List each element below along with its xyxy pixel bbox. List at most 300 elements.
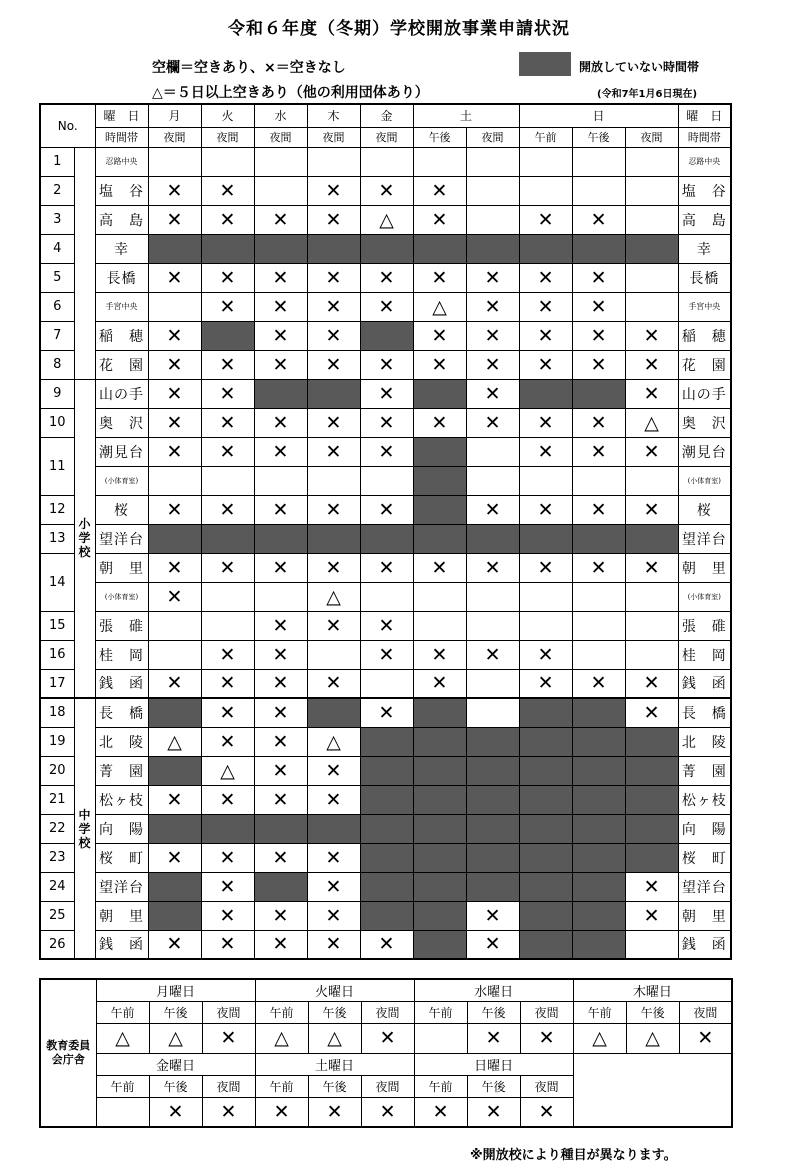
edu-day-header: 日曜日 bbox=[414, 1053, 573, 1075]
slot-cell-closed bbox=[413, 698, 466, 727]
slot-cell: ✕ bbox=[413, 640, 466, 669]
school-name-right: 菁 園 bbox=[678, 756, 731, 785]
edu-slot-cell: ✕ bbox=[255, 1097, 308, 1127]
school-name: 塩 谷 bbox=[95, 176, 148, 205]
slot-cell-closed bbox=[148, 872, 201, 901]
slot-cell bbox=[572, 147, 625, 176]
school-no: 6 bbox=[40, 292, 74, 321]
slot-cell: ✕ bbox=[360, 698, 413, 727]
slot-cell: ✕ bbox=[466, 379, 519, 408]
edu-slot-cell: △ bbox=[308, 1023, 361, 1053]
slot-label: 時間帯 bbox=[95, 127, 148, 147]
as-of-date: (令和7年1月6日現在) bbox=[597, 89, 698, 100]
slot-cell-closed bbox=[519, 756, 572, 785]
legend-closed-label: 開放していない時間帯 bbox=[579, 60, 700, 74]
school-name-right: 桂 岡 bbox=[678, 640, 731, 669]
slot-cell: ✕ bbox=[201, 176, 254, 205]
slot-header: 午後 bbox=[572, 127, 625, 147]
slot-cell: ✕ bbox=[148, 669, 201, 698]
slot-cell: ✕ bbox=[572, 408, 625, 437]
slot-cell: ✕ bbox=[466, 321, 519, 350]
slot-cell bbox=[625, 466, 678, 495]
slot-cell-closed bbox=[307, 379, 360, 408]
slot-cell-closed bbox=[148, 524, 201, 553]
slot-cell: △ bbox=[307, 582, 360, 611]
slot-cell-closed bbox=[413, 843, 466, 872]
sub-facility-name: (小体育室) bbox=[95, 582, 148, 611]
school-row bbox=[40, 176, 731, 205]
slot-cell-closed bbox=[148, 814, 201, 843]
slot-cell: ✕ bbox=[360, 495, 413, 524]
slot-cell: ✕ bbox=[466, 408, 519, 437]
school-name-right: 奥 沢 bbox=[678, 408, 731, 437]
school-name: 北 陵 bbox=[95, 727, 148, 756]
edu-slot-cell: ✕ bbox=[361, 1097, 414, 1127]
slot-cell bbox=[360, 466, 413, 495]
school-name-right: 桜 bbox=[678, 495, 731, 524]
slot-cell: ✕ bbox=[466, 930, 519, 959]
school-row bbox=[40, 147, 731, 176]
school-no: 5 bbox=[40, 263, 74, 292]
slot-cell: ✕ bbox=[148, 930, 201, 959]
edu-blank bbox=[573, 1053, 732, 1127]
slot-cell-closed bbox=[413, 524, 466, 553]
school-name-right: 高 島 bbox=[678, 205, 731, 234]
school-name: 菁 園 bbox=[95, 756, 148, 785]
school-name-right: 松ヶ枝 bbox=[678, 785, 731, 814]
sub-facility-name-right: (小体育室) bbox=[678, 582, 731, 611]
slot-cell bbox=[572, 176, 625, 205]
slot-cell-closed bbox=[413, 785, 466, 814]
school-row bbox=[40, 321, 731, 350]
slot-cell: ✕ bbox=[413, 350, 466, 379]
slot-cell bbox=[519, 611, 572, 640]
slot-cell: ✕ bbox=[254, 321, 307, 350]
slot-cell bbox=[307, 466, 360, 495]
slot-cell-closed bbox=[519, 843, 572, 872]
slot-cell: ✕ bbox=[466, 263, 519, 292]
edu-slot-header: 午前 bbox=[255, 1001, 308, 1023]
slot-cell: ✕ bbox=[625, 901, 678, 930]
slot-cell: ✕ bbox=[307, 785, 360, 814]
slot-cell: ✕ bbox=[201, 437, 254, 466]
school-name-right: 潮見台 bbox=[678, 437, 731, 466]
school-row bbox=[40, 205, 731, 234]
slot-cell: ✕ bbox=[201, 698, 254, 727]
slot-cell bbox=[466, 176, 519, 205]
slot-cell-closed bbox=[625, 234, 678, 263]
slot-cell bbox=[360, 669, 413, 698]
day-header: 水 bbox=[254, 104, 307, 127]
slot-cell: ✕ bbox=[360, 611, 413, 640]
slot-cell-closed bbox=[572, 524, 625, 553]
school-no: 12 bbox=[40, 495, 74, 524]
school-no: 24 bbox=[40, 872, 74, 901]
slot-cell: ✕ bbox=[360, 437, 413, 466]
slot-cell: ✕ bbox=[519, 640, 572, 669]
school-row bbox=[40, 872, 731, 901]
school-row bbox=[40, 930, 731, 959]
slot-cell bbox=[625, 205, 678, 234]
school-row bbox=[40, 495, 731, 524]
slot-cell: ✕ bbox=[254, 553, 307, 582]
slot-cell: ✕ bbox=[413, 669, 466, 698]
slot-cell-closed bbox=[519, 234, 572, 263]
slot-cell-closed bbox=[466, 785, 519, 814]
slot-cell: ✕ bbox=[148, 205, 201, 234]
edu-day-header: 火曜日 bbox=[255, 979, 414, 1001]
slot-cell: ✕ bbox=[572, 669, 625, 698]
slot-cell-closed bbox=[360, 901, 413, 930]
slot-cell: ✕ bbox=[148, 582, 201, 611]
slot-cell: ✕ bbox=[201, 640, 254, 669]
slot-cell: ✕ bbox=[307, 263, 360, 292]
slot-cell bbox=[466, 147, 519, 176]
school-row bbox=[40, 263, 731, 292]
edu-slot-cell: ✕ bbox=[361, 1023, 414, 1053]
school-name: 長橋 bbox=[95, 263, 148, 292]
slot-cell: ✕ bbox=[307, 205, 360, 234]
slot-cell: ✕ bbox=[413, 408, 466, 437]
edu-slot-cell: ✕ bbox=[467, 1097, 520, 1127]
school-name-right: 桜 町 bbox=[678, 843, 731, 872]
slot-cell: ✕ bbox=[201, 379, 254, 408]
slot-cell: ✕ bbox=[148, 553, 201, 582]
slot-cell: ✕ bbox=[201, 669, 254, 698]
school-row bbox=[40, 408, 731, 437]
slot-cell-closed bbox=[519, 524, 572, 553]
school-name-right: 手宮中央 bbox=[678, 292, 731, 321]
slot-cell: ✕ bbox=[466, 350, 519, 379]
edu-slot-cell: △ bbox=[573, 1023, 626, 1053]
school-row bbox=[40, 669, 731, 698]
footnote: ※開放校により種目が異なります。 bbox=[470, 1148, 677, 1163]
school-no: 19 bbox=[40, 727, 74, 756]
slot-cell bbox=[625, 263, 678, 292]
legend-blank-x: 空欄＝空きあり、×＝空きなし bbox=[152, 60, 346, 76]
slot-cell-closed bbox=[625, 814, 678, 843]
school-no: 23 bbox=[40, 843, 74, 872]
slot-cell: ✕ bbox=[625, 553, 678, 582]
slot-cell: ✕ bbox=[201, 263, 254, 292]
slot-cell-closed bbox=[148, 234, 201, 263]
slot-cell bbox=[519, 176, 572, 205]
slot-cell-closed bbox=[466, 727, 519, 756]
slot-cell bbox=[413, 147, 466, 176]
school-name-right: 朝 里 bbox=[678, 901, 731, 930]
slot-cell: ✕ bbox=[519, 553, 572, 582]
slot-cell: ✕ bbox=[148, 437, 201, 466]
slot-cell: ✕ bbox=[201, 872, 254, 901]
slot-cell: ✕ bbox=[148, 408, 201, 437]
slot-cell-closed bbox=[254, 814, 307, 843]
school-no: 21 bbox=[40, 785, 74, 814]
slot-cell bbox=[466, 437, 519, 466]
slot-cell bbox=[466, 205, 519, 234]
slot-cell: ✕ bbox=[254, 611, 307, 640]
school-name: 高 島 bbox=[95, 205, 148, 234]
edu-slot-header: 午前 bbox=[414, 1075, 467, 1097]
slot-cell: ✕ bbox=[307, 930, 360, 959]
slot-cell-closed bbox=[466, 234, 519, 263]
school-name-right: 花 園 bbox=[678, 350, 731, 379]
slot-cell-closed bbox=[360, 785, 413, 814]
slot-cell: ✕ bbox=[625, 669, 678, 698]
edu-slot-header: 午後 bbox=[149, 1075, 202, 1097]
slot-cell bbox=[201, 611, 254, 640]
slot-cell: ✕ bbox=[254, 756, 307, 785]
edu-slot-cell: ✕ bbox=[467, 1023, 520, 1053]
slot-cell: ✕ bbox=[625, 321, 678, 350]
slot-cell bbox=[519, 147, 572, 176]
slot-cell: ✕ bbox=[519, 205, 572, 234]
slot-cell: ✕ bbox=[307, 756, 360, 785]
slot-cell-closed bbox=[572, 785, 625, 814]
school-no: 26 bbox=[40, 930, 74, 959]
edu-slot-header: 夜間 bbox=[520, 1001, 573, 1023]
sub-facility-name-right: (小体育室) bbox=[678, 466, 731, 495]
slot-cell-closed bbox=[572, 727, 625, 756]
slot-cell-closed bbox=[413, 379, 466, 408]
slot-cell-closed bbox=[572, 930, 625, 959]
slot-cell-closed bbox=[572, 756, 625, 785]
school-row bbox=[40, 843, 731, 872]
slot-cell-closed bbox=[360, 234, 413, 263]
slot-cell-closed bbox=[572, 698, 625, 727]
school-name-right: 幸 bbox=[678, 234, 731, 263]
slot-cell-closed bbox=[572, 814, 625, 843]
day-header: 月 bbox=[148, 104, 201, 127]
school-name: 長 橋 bbox=[95, 698, 148, 727]
slot-cell: ✕ bbox=[572, 495, 625, 524]
slot-cell-closed bbox=[519, 379, 572, 408]
school-name-right: 長橋 bbox=[678, 263, 731, 292]
slot-cell: ✕ bbox=[307, 292, 360, 321]
school-name: 桜 町 bbox=[95, 843, 148, 872]
slot-cell bbox=[466, 669, 519, 698]
slot-cell bbox=[572, 640, 625, 669]
slot-cell: ✕ bbox=[572, 553, 625, 582]
slot-cell: ✕ bbox=[519, 437, 572, 466]
school-name: 松ヶ枝 bbox=[95, 785, 148, 814]
school-row bbox=[40, 901, 731, 930]
edu-slot-cell: ✕ bbox=[520, 1097, 573, 1127]
edu-slot-cell: △ bbox=[626, 1023, 679, 1053]
slot-cell: ✕ bbox=[360, 930, 413, 959]
slot-cell-closed bbox=[572, 379, 625, 408]
edu-slot-header: 夜間 bbox=[361, 1001, 414, 1023]
slot-cell: ✕ bbox=[519, 408, 572, 437]
school-no: 11 bbox=[40, 437, 74, 495]
school-name: 銭 函 bbox=[95, 930, 148, 959]
slot-cell-closed bbox=[307, 698, 360, 727]
slot-cell-closed bbox=[413, 756, 466, 785]
slot-cell: ✕ bbox=[148, 350, 201, 379]
slot-cell: ✕ bbox=[519, 495, 572, 524]
school-row bbox=[40, 234, 731, 263]
slot-cell bbox=[307, 147, 360, 176]
edu-slot-header: 午前 bbox=[96, 1001, 149, 1023]
edu-slot-header: 午前 bbox=[414, 1001, 467, 1023]
slot-cell: ✕ bbox=[254, 843, 307, 872]
school-name: 奥 沢 bbox=[95, 408, 148, 437]
slot-cell: ✕ bbox=[466, 901, 519, 930]
legend-triangle: △＝５日以上空きあり（他の利用団体あり） bbox=[152, 85, 429, 101]
slot-cell: ✕ bbox=[307, 437, 360, 466]
school-sub-row bbox=[40, 466, 731, 495]
slot-cell bbox=[572, 611, 625, 640]
slot-header: 午前 bbox=[519, 127, 572, 147]
edu-slot-header: 午後 bbox=[308, 1001, 361, 1023]
slot-cell-closed bbox=[360, 524, 413, 553]
slot-cell bbox=[466, 698, 519, 727]
school-no: 4 bbox=[40, 234, 74, 263]
slot-header: 夜間 bbox=[307, 127, 360, 147]
slot-cell: ✕ bbox=[201, 727, 254, 756]
slot-cell-closed bbox=[625, 843, 678, 872]
slot-cell: ✕ bbox=[307, 872, 360, 901]
slot-cell bbox=[625, 176, 678, 205]
slot-cell-closed bbox=[625, 785, 678, 814]
slot-cell: ✕ bbox=[254, 495, 307, 524]
school-name-right: 望洋台 bbox=[678, 524, 731, 553]
slot-cell-closed bbox=[413, 901, 466, 930]
slot-cell: ✕ bbox=[307, 176, 360, 205]
slot-cell: ✕ bbox=[572, 263, 625, 292]
school-no: 15 bbox=[40, 611, 74, 640]
slot-cell-closed bbox=[572, 901, 625, 930]
slot-cell: ✕ bbox=[572, 292, 625, 321]
edu-slot-cell bbox=[414, 1023, 467, 1053]
slot-cell bbox=[572, 466, 625, 495]
edu-slot-header: 午後 bbox=[467, 1075, 520, 1097]
slot-cell-closed bbox=[413, 727, 466, 756]
slot-cell: ✕ bbox=[254, 669, 307, 698]
slot-cell-closed bbox=[307, 524, 360, 553]
edu-slot-cell: ✕ bbox=[149, 1097, 202, 1127]
school-name: 朝 里 bbox=[95, 553, 148, 582]
school-name: 銭 函 bbox=[95, 669, 148, 698]
slot-cell bbox=[360, 147, 413, 176]
school-name-right: 北 陵 bbox=[678, 727, 731, 756]
school-no: 9 bbox=[40, 379, 74, 408]
slot-cell: ✕ bbox=[466, 495, 519, 524]
slot-cell: ✕ bbox=[519, 350, 572, 379]
edu-slot-cell: △ bbox=[149, 1023, 202, 1053]
slot-cell: ✕ bbox=[254, 901, 307, 930]
school-name: 幸 bbox=[95, 234, 148, 263]
slot-cell: ✕ bbox=[254, 408, 307, 437]
school-row bbox=[40, 785, 731, 814]
slot-cell: ✕ bbox=[625, 350, 678, 379]
school-name: 桜 bbox=[95, 495, 148, 524]
slot-cell bbox=[148, 466, 201, 495]
slot-cell: ✕ bbox=[413, 205, 466, 234]
slot-cell-closed bbox=[254, 234, 307, 263]
school-name-right: 銭 函 bbox=[678, 669, 731, 698]
slot-cell: △ bbox=[148, 727, 201, 756]
slot-cell-closed bbox=[254, 524, 307, 553]
edu-slot-header: 夜間 bbox=[361, 1075, 414, 1097]
slot-cell-closed bbox=[413, 234, 466, 263]
slot-cell: ✕ bbox=[519, 321, 572, 350]
slot-cell bbox=[307, 640, 360, 669]
edu-slot-cell: △ bbox=[255, 1023, 308, 1053]
slot-header: 夜間 bbox=[360, 127, 413, 147]
school-row bbox=[40, 698, 731, 727]
edu-day-header: 土曜日 bbox=[255, 1053, 414, 1075]
slot-cell-closed bbox=[413, 495, 466, 524]
slot-cell-closed bbox=[201, 321, 254, 350]
edu-slot-cell: ✕ bbox=[520, 1023, 573, 1053]
day-header: 日 bbox=[519, 104, 678, 127]
slot-cell-closed bbox=[360, 756, 413, 785]
day-label: 曜 日 bbox=[95, 104, 148, 127]
slot-cell-closed bbox=[413, 466, 466, 495]
slot-cell bbox=[413, 611, 466, 640]
school-name-right: 銭 函 bbox=[678, 930, 731, 959]
slot-cell-closed bbox=[466, 814, 519, 843]
edu-slot-header: 午後 bbox=[467, 1001, 520, 1023]
slot-cell: ✕ bbox=[201, 205, 254, 234]
school-no: 7 bbox=[40, 321, 74, 350]
school-name: 桂 岡 bbox=[95, 640, 148, 669]
school-name: 手宮中央 bbox=[95, 292, 148, 321]
slot-cell bbox=[572, 582, 625, 611]
slot-header: 夜間 bbox=[254, 127, 307, 147]
school-no: 3 bbox=[40, 205, 74, 234]
slot-cell: ✕ bbox=[360, 176, 413, 205]
slot-cell: ✕ bbox=[307, 321, 360, 350]
school-name: 望洋台 bbox=[95, 524, 148, 553]
slot-cell: ✕ bbox=[254, 437, 307, 466]
slot-cell: ✕ bbox=[625, 872, 678, 901]
slot-cell: △ bbox=[360, 205, 413, 234]
slot-cell: ✕ bbox=[307, 669, 360, 698]
edu-slot-cell: △ bbox=[96, 1023, 149, 1053]
slot-cell-closed bbox=[519, 698, 572, 727]
school-name-right: 望洋台 bbox=[678, 872, 731, 901]
slot-cell-closed bbox=[466, 872, 519, 901]
school-no: 13 bbox=[40, 524, 74, 553]
slot-cell bbox=[625, 147, 678, 176]
slot-cell: ✕ bbox=[307, 495, 360, 524]
slot-cell: ✕ bbox=[148, 321, 201, 350]
slot-cell-closed bbox=[466, 756, 519, 785]
slot-cell: ✕ bbox=[254, 263, 307, 292]
day-header: 火 bbox=[201, 104, 254, 127]
slot-cell bbox=[413, 582, 466, 611]
slot-cell-closed bbox=[413, 930, 466, 959]
slot-cell: ✕ bbox=[572, 350, 625, 379]
slot-cell-closed bbox=[572, 234, 625, 263]
school-sub-row bbox=[40, 582, 731, 611]
school-no: 17 bbox=[40, 669, 74, 698]
slot-cell bbox=[625, 640, 678, 669]
page-title: 令和６年度（冬期）学校開放事業申請状況 bbox=[228, 19, 570, 39]
slot-cell: ✕ bbox=[466, 640, 519, 669]
slot-cell bbox=[625, 930, 678, 959]
slot-cell bbox=[519, 466, 572, 495]
slot-cell bbox=[148, 292, 201, 321]
slot-cell-closed bbox=[148, 698, 201, 727]
slot-header: 夜間 bbox=[466, 127, 519, 147]
slot-cell: ✕ bbox=[254, 205, 307, 234]
edu-slot-header: 午前 bbox=[96, 1075, 149, 1097]
school-row bbox=[40, 727, 731, 756]
slot-cell: ✕ bbox=[625, 379, 678, 408]
slot-cell: ✕ bbox=[572, 205, 625, 234]
